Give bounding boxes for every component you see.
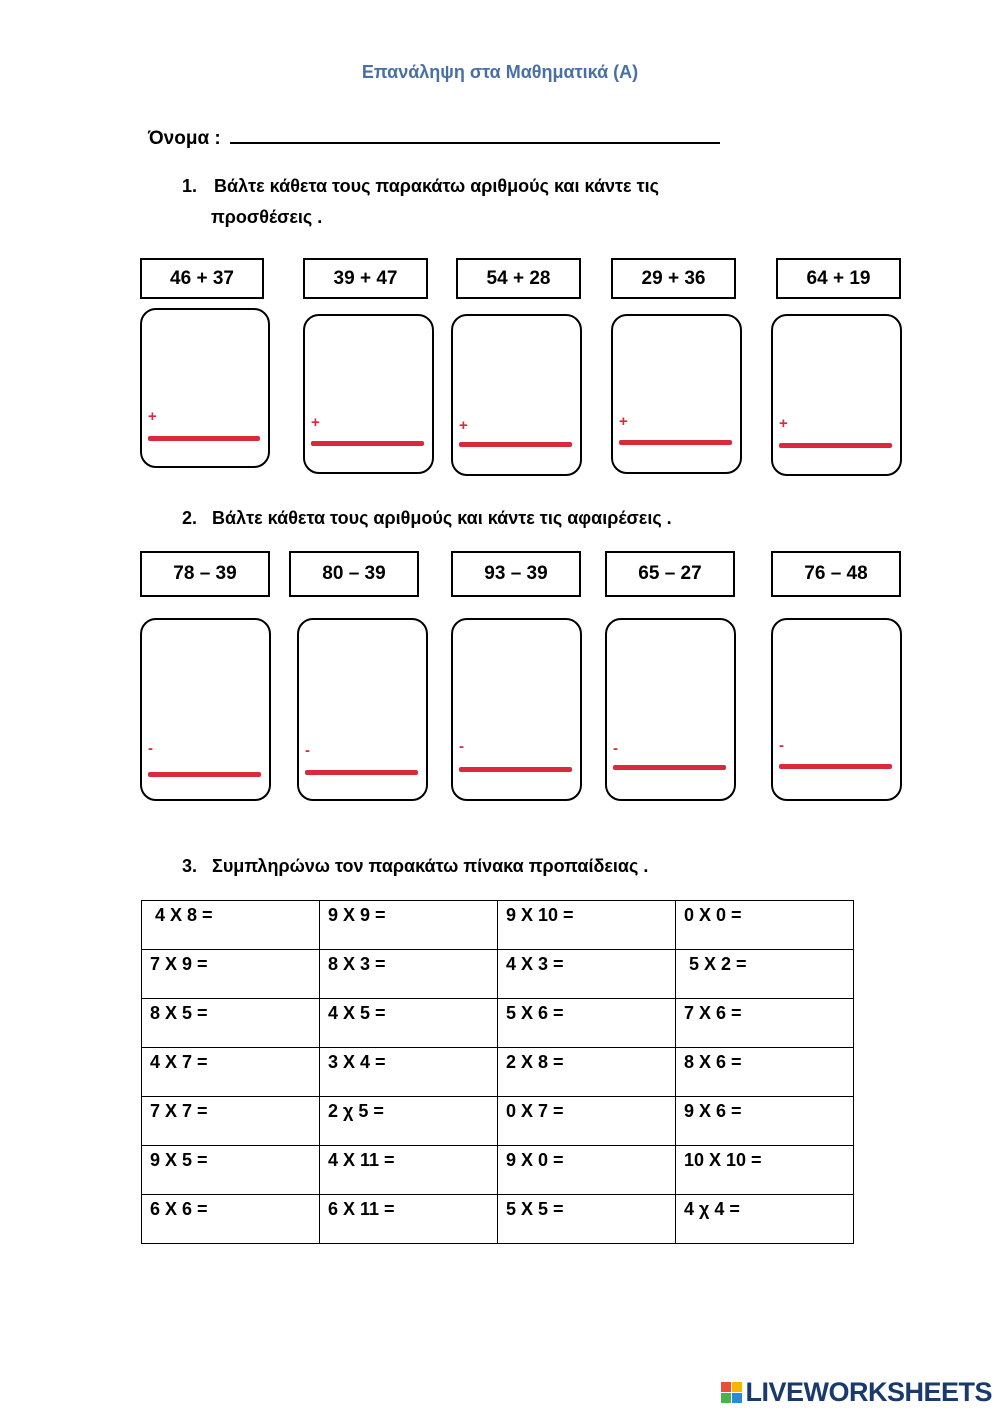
multiplication-cell[interactable]: 8 X 6 = xyxy=(676,1048,854,1097)
question-3-text: Συμπληρώνω τον παρακάτω πίνακα προπαίδειας . xyxy=(212,856,649,876)
subtraction-work-box[interactable] xyxy=(771,618,902,801)
table-row xyxy=(142,901,854,950)
multiplication-cell[interactable]: 7 X 7 = xyxy=(142,1097,320,1146)
multiplication-cell[interactable]: 9 X 9 = xyxy=(320,901,498,950)
subtraction-problem-label: 65 – 27 xyxy=(605,551,735,597)
multiplication-cell[interactable]: 7 X 6 = xyxy=(676,999,854,1048)
subtraction-result-line xyxy=(148,772,261,777)
subtraction-problem-label: 78 – 39 xyxy=(140,551,270,597)
table-row xyxy=(142,1195,854,1244)
addition-work-box[interactable] xyxy=(611,314,742,474)
subtraction-result-line xyxy=(459,767,572,772)
multiplication-cell[interactable]: 4 X 7 = xyxy=(142,1048,320,1097)
name-field-row xyxy=(148,124,720,150)
subtraction-operator-sign: - xyxy=(305,742,310,759)
question-2 xyxy=(182,503,672,534)
multiplication-cell[interactable]: 9 X 6 = xyxy=(676,1097,854,1146)
multiplication-cell[interactable]: 9 X 0 = xyxy=(498,1146,676,1195)
subtraction-operator-sign: - xyxy=(613,740,618,757)
multiplication-cell[interactable]: 4 X 8 = xyxy=(142,901,320,950)
addition-result-line xyxy=(148,436,260,441)
subtraction-operator-sign: - xyxy=(779,737,784,754)
addition-operator-sign: + xyxy=(459,417,468,434)
addition-operator-sign: + xyxy=(779,415,788,432)
addition-work-box[interactable] xyxy=(451,314,582,476)
addition-operator-sign: + xyxy=(619,413,628,430)
liveworksheets-logo-icon xyxy=(721,1382,742,1403)
multiplication-cell[interactable]: 4 X 3 = xyxy=(498,950,676,999)
multiplication-cell[interactable]: 5 X 5 = xyxy=(498,1195,676,1244)
addition-problem-label: 54 + 28 xyxy=(456,258,581,299)
addition-result-line xyxy=(779,443,892,448)
subtraction-work-box[interactable] xyxy=(605,618,736,801)
multiplication-cell[interactable]: 4 χ 4 = xyxy=(676,1195,854,1244)
question-1 xyxy=(182,171,659,233)
addition-operator-sign: + xyxy=(148,408,157,425)
subtraction-result-line xyxy=(613,765,726,770)
multiplication-cell[interactable]: 8 X 3 = xyxy=(320,950,498,999)
addition-result-line xyxy=(619,440,732,445)
addition-result-line xyxy=(459,442,572,447)
multiplication-cell[interactable]: 9 X 5 = xyxy=(142,1146,320,1195)
question-1-text-line2: προσθέσεις . xyxy=(211,207,323,227)
question-2-text: Βάλτε κάθετα τους αριθμούς και κάντε τις αφαιρέσεις . xyxy=(212,508,672,528)
addition-work-box[interactable] xyxy=(771,314,902,476)
multiplication-cell[interactable]: 9 X 10 = xyxy=(498,901,676,950)
table-row xyxy=(142,999,854,1048)
addition-work-box[interactable] xyxy=(303,314,434,474)
addition-result-line xyxy=(311,441,424,446)
question-3-number: 3. xyxy=(182,856,198,876)
addition-problem-label: 39 + 47 xyxy=(303,258,428,299)
brand-text: LIVEWORKSHEETS xyxy=(745,1377,992,1407)
table-row xyxy=(142,1048,854,1097)
question-2-number: 2. xyxy=(182,508,198,528)
subtraction-problem-label: 76 – 48 xyxy=(771,551,901,597)
name-input-line[interactable] xyxy=(230,124,720,144)
multiplication-cell[interactable]: 6 X 11 = xyxy=(320,1195,498,1244)
addition-work-box[interactable] xyxy=(140,308,270,468)
subtraction-result-line xyxy=(779,764,892,769)
subtraction-work-box[interactable] xyxy=(451,618,582,801)
multiplication-cell[interactable]: 0 X 7 = xyxy=(498,1097,676,1146)
subtraction-problem-label: 80 – 39 xyxy=(289,551,419,597)
table-row xyxy=(142,1097,854,1146)
multiplication-cell[interactable]: 4 X 5 = xyxy=(320,999,498,1048)
table-row xyxy=(142,950,854,999)
addition-problem-label: 29 + 36 xyxy=(611,258,736,299)
multiplication-cell[interactable]: 10 X 10 = xyxy=(676,1146,854,1195)
multiplication-cell[interactable]: 4 X 11 = xyxy=(320,1146,498,1195)
page-title: Επανάληψη στα Μαθηματικά (Α) xyxy=(361,62,639,82)
liveworksheets-brand xyxy=(721,1377,992,1408)
multiplication-cell[interactable]: 3 X 4 = xyxy=(320,1048,498,1097)
addition-problem-label: 64 + 19 xyxy=(776,258,901,299)
table-row xyxy=(142,1146,854,1195)
multiplication-cell[interactable]: 2 X 8 = xyxy=(498,1048,676,1097)
name-label: Όνομα : xyxy=(148,128,221,149)
subtraction-problem-label: 93 – 39 xyxy=(451,551,581,597)
question-1-text-line1: Βάλτε κάθετα τους παρακάτω αριθμούς και κάντε τις xyxy=(214,176,659,196)
subtraction-result-line xyxy=(305,770,418,775)
multiplication-cell[interactable]: 0 X 0 = xyxy=(676,901,854,950)
addition-operator-sign: + xyxy=(311,414,320,431)
multiplication-cell[interactable]: 6 X 6 = xyxy=(142,1195,320,1244)
multiplication-cell[interactable]: 8 X 5 = xyxy=(142,999,320,1048)
multiplication-cell[interactable]: 2 χ 5 = xyxy=(320,1097,498,1146)
multiplication-cell[interactable]: 5 X 6 = xyxy=(498,999,676,1048)
multiplication-cell[interactable]: 5 X 2 = xyxy=(676,950,854,999)
question-1-number: 1. xyxy=(182,176,198,196)
multiplication-table xyxy=(141,900,854,1244)
subtraction-operator-sign: - xyxy=(148,740,153,757)
question-3 xyxy=(182,851,648,882)
addition-problem-label: 46 + 37 xyxy=(140,258,264,299)
multiplication-cell[interactable]: 7 X 9 = xyxy=(142,950,320,999)
subtraction-operator-sign: - xyxy=(459,738,464,755)
